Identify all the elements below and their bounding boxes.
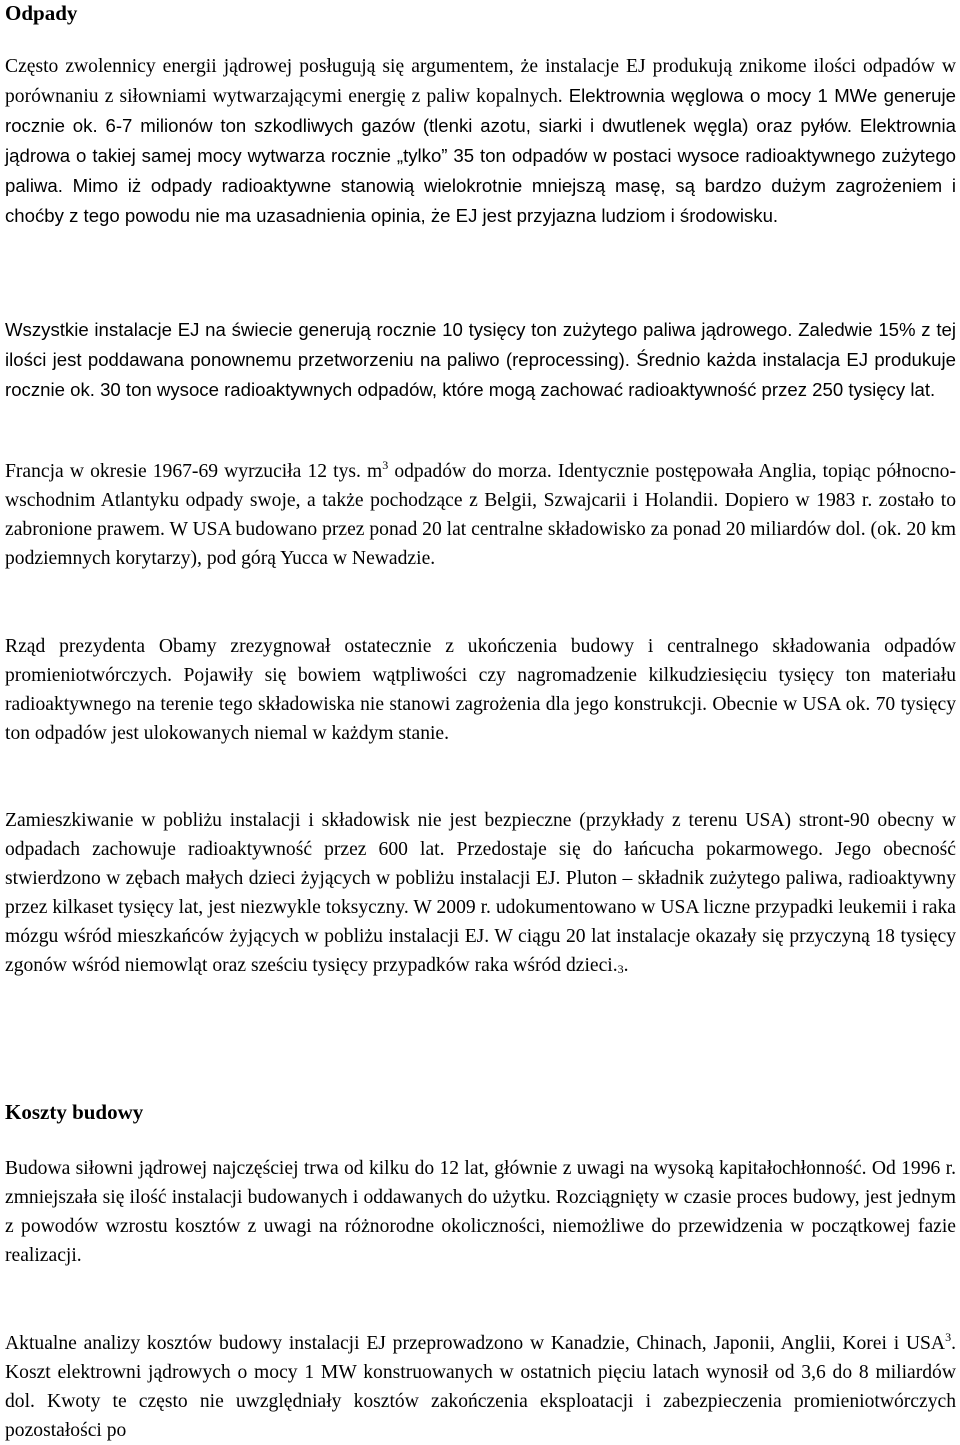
paragraph-koszty-analysis: [5, 1329, 956, 1445]
superscript-cubic: 3: [382, 458, 389, 472]
koszty-intro-text: Budowa siłowni jądrowej najczęściej trwa od kilku do 12 lat, głównie z uwagi na wysoką kapitałochłonność. Od 1996 r. zmniejszała się ilość instalacji budowanych i oddawanych do użytku. Rozciągnięty w czasie proces budowy, jest jednym z powodów wzrostu kosztów z uwagi na różnorodne okoliczności, niemożliwe do przewidzenia w początkowej fazie realizacji.: [5, 1158, 956, 1266]
paragraph-odpady-intro: [5, 52, 956, 231]
analysis-text-before: Aktualne analizy kosztów budowy instalacji EJ przeprowadzono w Kanadzie, Chinach, Japonii, Anglii, Korei i USA: [5, 1333, 946, 1354]
section-heading-koszty: Koszty budowy: [5, 1100, 144, 1124]
paragraph-odpady-france: [5, 457, 956, 573]
paragraph-koszty-intro: [5, 1154, 956, 1270]
global-waste-text: Wszystkie instalacje EJ na świecie generują rocznie 10 tysięcy ton zużytego paliwa jądrowego. Zaledwie 15% z tej ilości jest poddawana ponownemu przetworzeniu na paliwo (reprocessing). Średnio każda instalacja EJ produkuje rocznie ok. 30 ton wysoce radioaktywnych odpadów, które mogą zachować radioaktywność przez 250 tysięcy lat.: [5, 319, 956, 400]
section-heading-odpady: Odpady: [5, 1, 78, 25]
health-text: Zamieszkiwanie w pobliżu instalacji i składowisk nie jest bezpieczne (przykłady z terenu USA) stront-90 obecny w odpadach zachowuje radioaktywność przez 600 lat. Przedostaje się do łańcucha pokarmowego. Jego obecność stwierdzono w zębach małych dzieci żyjących w pobliżu instalacji EJ. Pluton – składnik zużytego paliwa, radioaktywny przez kilkaset tysięcy lat, jest niezwykle toksyczny. W 2009 r. udokumentowano w USA liczne przypadki leukemii i raka mózgu wśród mieszkańców żyjących w pobliżu instalacji EJ. W ciągu 20 lat instalacje okazały się przyczyną 18 tysięcy zgonów wśród niemowląt oraz sześciu tysięcy przypadków raka wśród dzieci.: [5, 810, 956, 976]
intro-text-part1: Często zwolennicy energii jądrowej posługują się argumentem, że instalacje EJ produkują znikome ilości odpadów w porównaniu z siłowniami wytwarzającymi energię z paliw kopalnych.: [5, 56, 956, 107]
analysis-text-after: . Koszt elektrowni jądrowych o mocy 1 MW konstruowanych w ostatnich pięciu latach wynosił od 3,6 do 8 miliardów dol. Kwoty te często nie uwzględniały kosztów zakończenia eksploatacji i zabezpieczenia promieniotwórczych pozostałości po: [5, 1333, 956, 1441]
paragraph-odpady-obama: [5, 632, 956, 748]
footnote-ref: 3: [617, 962, 624, 976]
france-text-after: odpadów do morza. Identycznie postępowała Anglia, topiąc północno-wschodnim Atlantyku odpady swoje, a także pochodzące z Belgii, Szwajcarii i Holandii. Dopiero w 1983 r. zostało to zabronione prawem. W USA budowano przez ponad 20 lat centralne składowisko za ponad 20 miliardów dol. (ok. 20 km podziemnych korytarzy), pod górą Yucca w Newadzie.: [5, 461, 956, 569]
paragraph-odpady-global: [5, 315, 956, 405]
france-text-before: Francja w okresie 1967-69 wyrzuciła 12 tys. m: [5, 461, 383, 482]
health-text-end: .: [623, 955, 629, 976]
paragraph-odpady-health: [5, 806, 956, 980]
obama-text: Rząd prezydenta Obamy zrezygnował ostatecznie z ukończenia budowy i centralnego składowania odpadów promieniotwórczych. Pojawiły się bowiem wątpliwości czy nagromadzenie kilkudziesięciu tysięcy ton materiału radioaktywnego na terenie tego składowiska nie stanowi zagrożenia dla jego konstrukcji. Obecnie w USA ok. 70 tysięcy ton odpadów jest ulokowanych niemal w każdym stanie.: [5, 636, 956, 744]
footnote-ref-2: 3: [945, 1330, 952, 1344]
intro-text-part2: Elektrownia węglowa o mocy 1 MWe generuje rocznie ok. 6-7 milionów ton szkodliwych gazów (tlenki azotu, siarki i dwutlenek węgla) oraz pyłów. Elektrownia jądrowa o takiej samej mocy wytwarza rocznie „tylko” 35 ton odpadów w postaci wysoce radioaktywnego zużytego paliwa. Mimo iż odpady radioaktywne stanowią wielokrotnie mniejszą masę, są bardzo dużym zagrożeniem i choćby z tego powodu nie ma uzasadnienia opinia, że EJ jest przyjazna ludziom i środowisku.: [5, 85, 956, 226]
